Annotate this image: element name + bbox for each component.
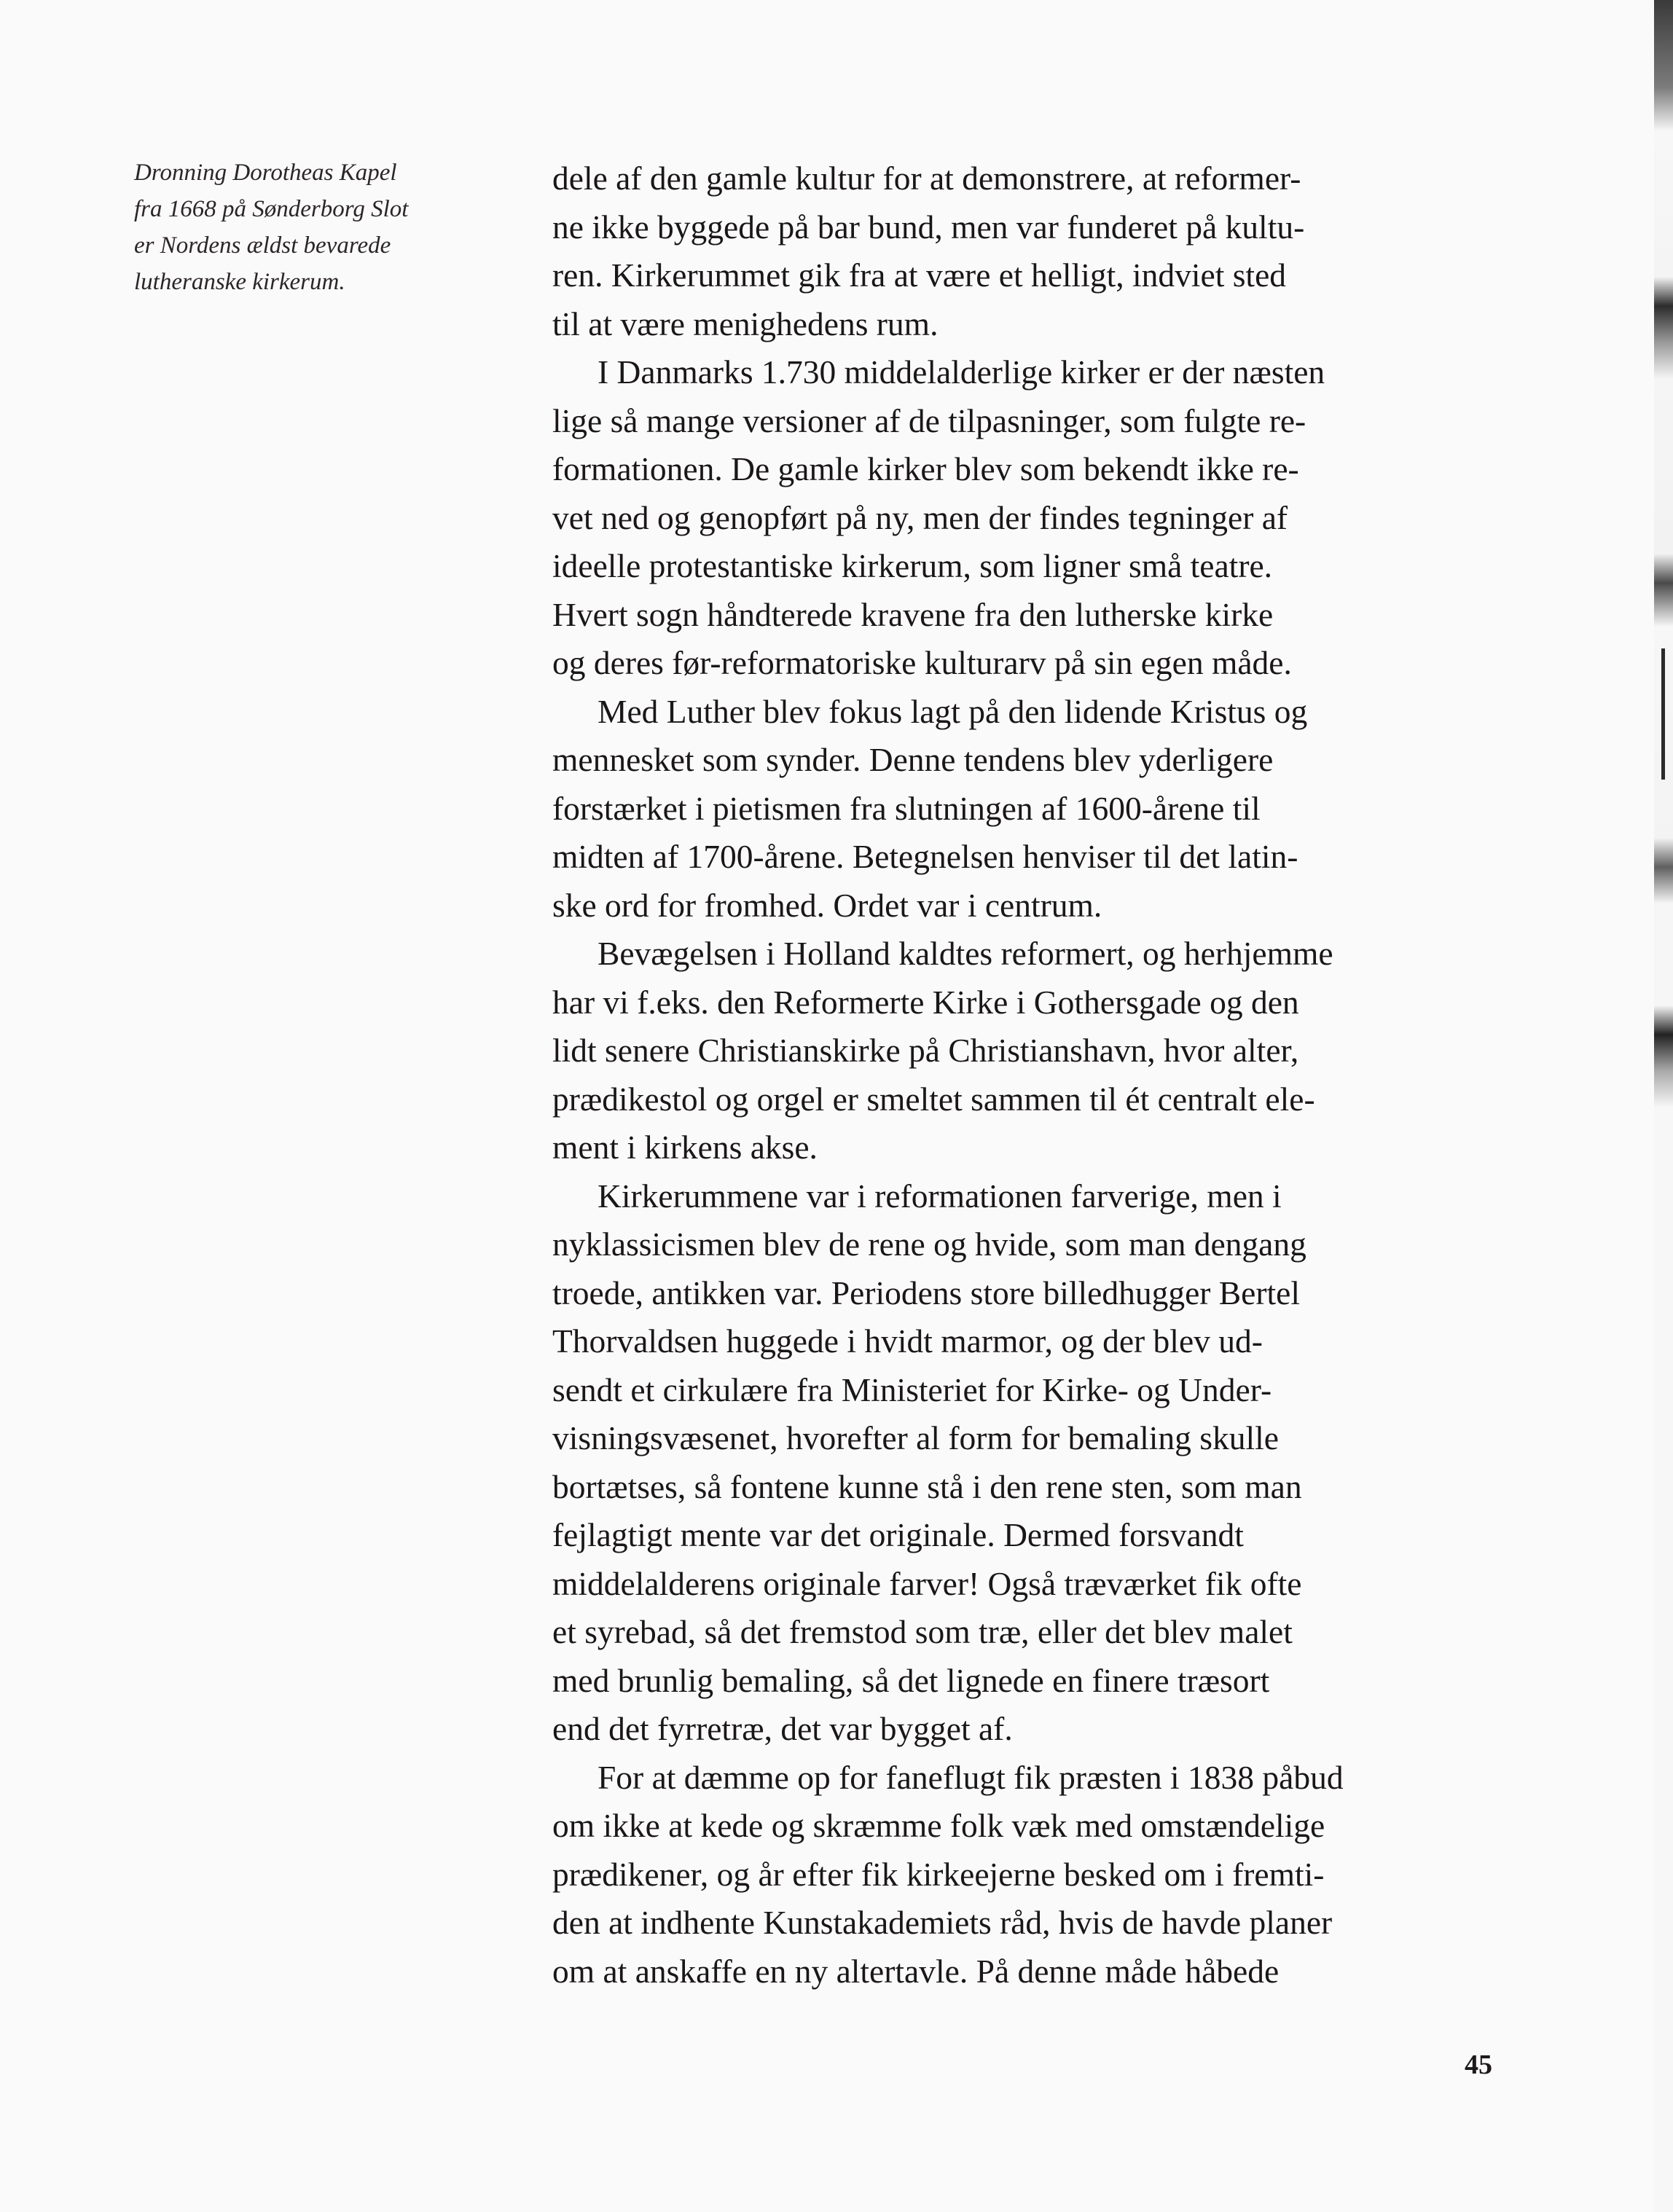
text-line: Thorvaldsen huggede i hvidt marmor, og der blev ud- <box>552 1322 1263 1360</box>
text-line: et syrebad, så det fremstod som træ, eller det blev malet <box>552 1613 1293 1650</box>
caption-line: fra 1668 på Sønderborg Slot <box>134 196 409 222</box>
text-line: formationen. De gamle kirker blev som bekendt ikke re- <box>552 450 1299 487</box>
text-line: dele af den gamle kultur for at demonstrere, at reformer- <box>552 160 1301 197</box>
text-line: mennesket som synder. Denne tendens blev yderligere <box>552 741 1274 778</box>
text-line: prædikener, og år efter fik kirkeejerne besked om i fremti- <box>552 1855 1325 1893</box>
text-line: ne ikke byggede på bar bund, men var funderet på kultu- <box>552 208 1305 246</box>
paragraph-start-line: Kirkerummene var i reformationen farverige, men i <box>598 1177 1282 1215</box>
text-line: ske ord for fromhed. Ordet var i centrum. <box>552 886 1102 924</box>
text-line: og deres før-reformatoriske kulturarv på sin egen måde. <box>552 644 1292 681</box>
text-line: ment i kirkens akse. <box>552 1129 818 1166</box>
caption-line: lutheranske kirkerum. <box>134 269 345 295</box>
text-line: om ikke at kede og skræmme folk væk med omstændelige <box>552 1807 1325 1844</box>
adjacent-photo-edge <box>1654 0 1673 2212</box>
text-line: vet ned og genopført på ny, men der findes tegninger af <box>552 498 1288 536</box>
paragraph-start-line: For at dæmme op for faneflugt fik præsten i 1838 påbud <box>598 1758 1344 1796</box>
text-line: middelalderens originale farver! Også træværket fik ofte <box>552 1564 1302 1602</box>
text-line: lige så mange versioner af de tilpasninger, som fulgte re- <box>552 401 1306 439</box>
text-line: end det fyrretræ, det var bygget af. <box>552 1710 1013 1747</box>
text-line: om at anskaffe en ny altertavle. På denne måde håbede <box>552 1952 1280 1990</box>
text-line: troede, antikken var. Periodens store billedhugger Bertel <box>552 1274 1300 1311</box>
text-line: sendt et cirkulære fra Ministeriet for Kirke- og Under- <box>552 1370 1272 1408</box>
text-line: fejlagtigt mente var det originale. Dermed forsvandt <box>552 1516 1244 1553</box>
text-line: ren. Kirkerummet gik fra at være et helligt, indviet sted <box>552 256 1287 294</box>
page-number: 45 <box>1465 2050 1492 2080</box>
body-text <box>552 154 1500 1996</box>
text-line: har vi f.eks. den Reformerte Kirke i Gothersgade og den <box>552 983 1299 1021</box>
paragraph-start-line: I Danmarks 1.730 middelalderlige kirker er der næsten <box>598 353 1325 391</box>
text-line: med brunlig bemaling, så det lignede en finere træsort <box>552 1661 1270 1699</box>
text-line: den at indhente Kunstakademiets råd, hvis de havde planer <box>552 1904 1333 1941</box>
text-line: midten af 1700-årene. Betegnelsen henviser til det latin- <box>552 838 1298 875</box>
image-caption <box>134 154 513 300</box>
text-line: lidt senere Christianskirke på Christianshavn, hvor alter, <box>552 1032 1299 1069</box>
text-line: nyklassicismen blev de rene og hvide, som man dengang <box>552 1225 1306 1263</box>
text-line: bortætses, så fontene kunne stå i den rene sten, som man <box>552 1467 1302 1505</box>
text-line: ideelle protestantiske kirkerum, som ligner små teatre. <box>552 547 1273 584</box>
paragraph-start-line: Med Luther blev fokus lagt på den lidende Kristus og <box>598 692 1308 730</box>
text-line: visningsvæsenet, hvorefter al form for bemaling skulle <box>552 1419 1279 1456</box>
caption-line: er Nordens ældst bevarede <box>134 232 391 259</box>
text-line: prædikestol og orgel er smeltet sammen til ét centralt ele- <box>552 1080 1315 1118</box>
text-line: Hvert sogn håndterede kravene fra den lutherske kirke <box>552 595 1274 633</box>
text-line: til at være menighedens rum. <box>552 305 939 342</box>
text-line: forstærket i pietismen fra slutningen af 1600-årene til <box>552 789 1261 827</box>
caption-line: Dronning Dorotheas Kapel <box>134 160 397 186</box>
paragraph-start-line: Bevægelsen i Holland kaldtes reformert, og herhjemme <box>598 935 1333 972</box>
